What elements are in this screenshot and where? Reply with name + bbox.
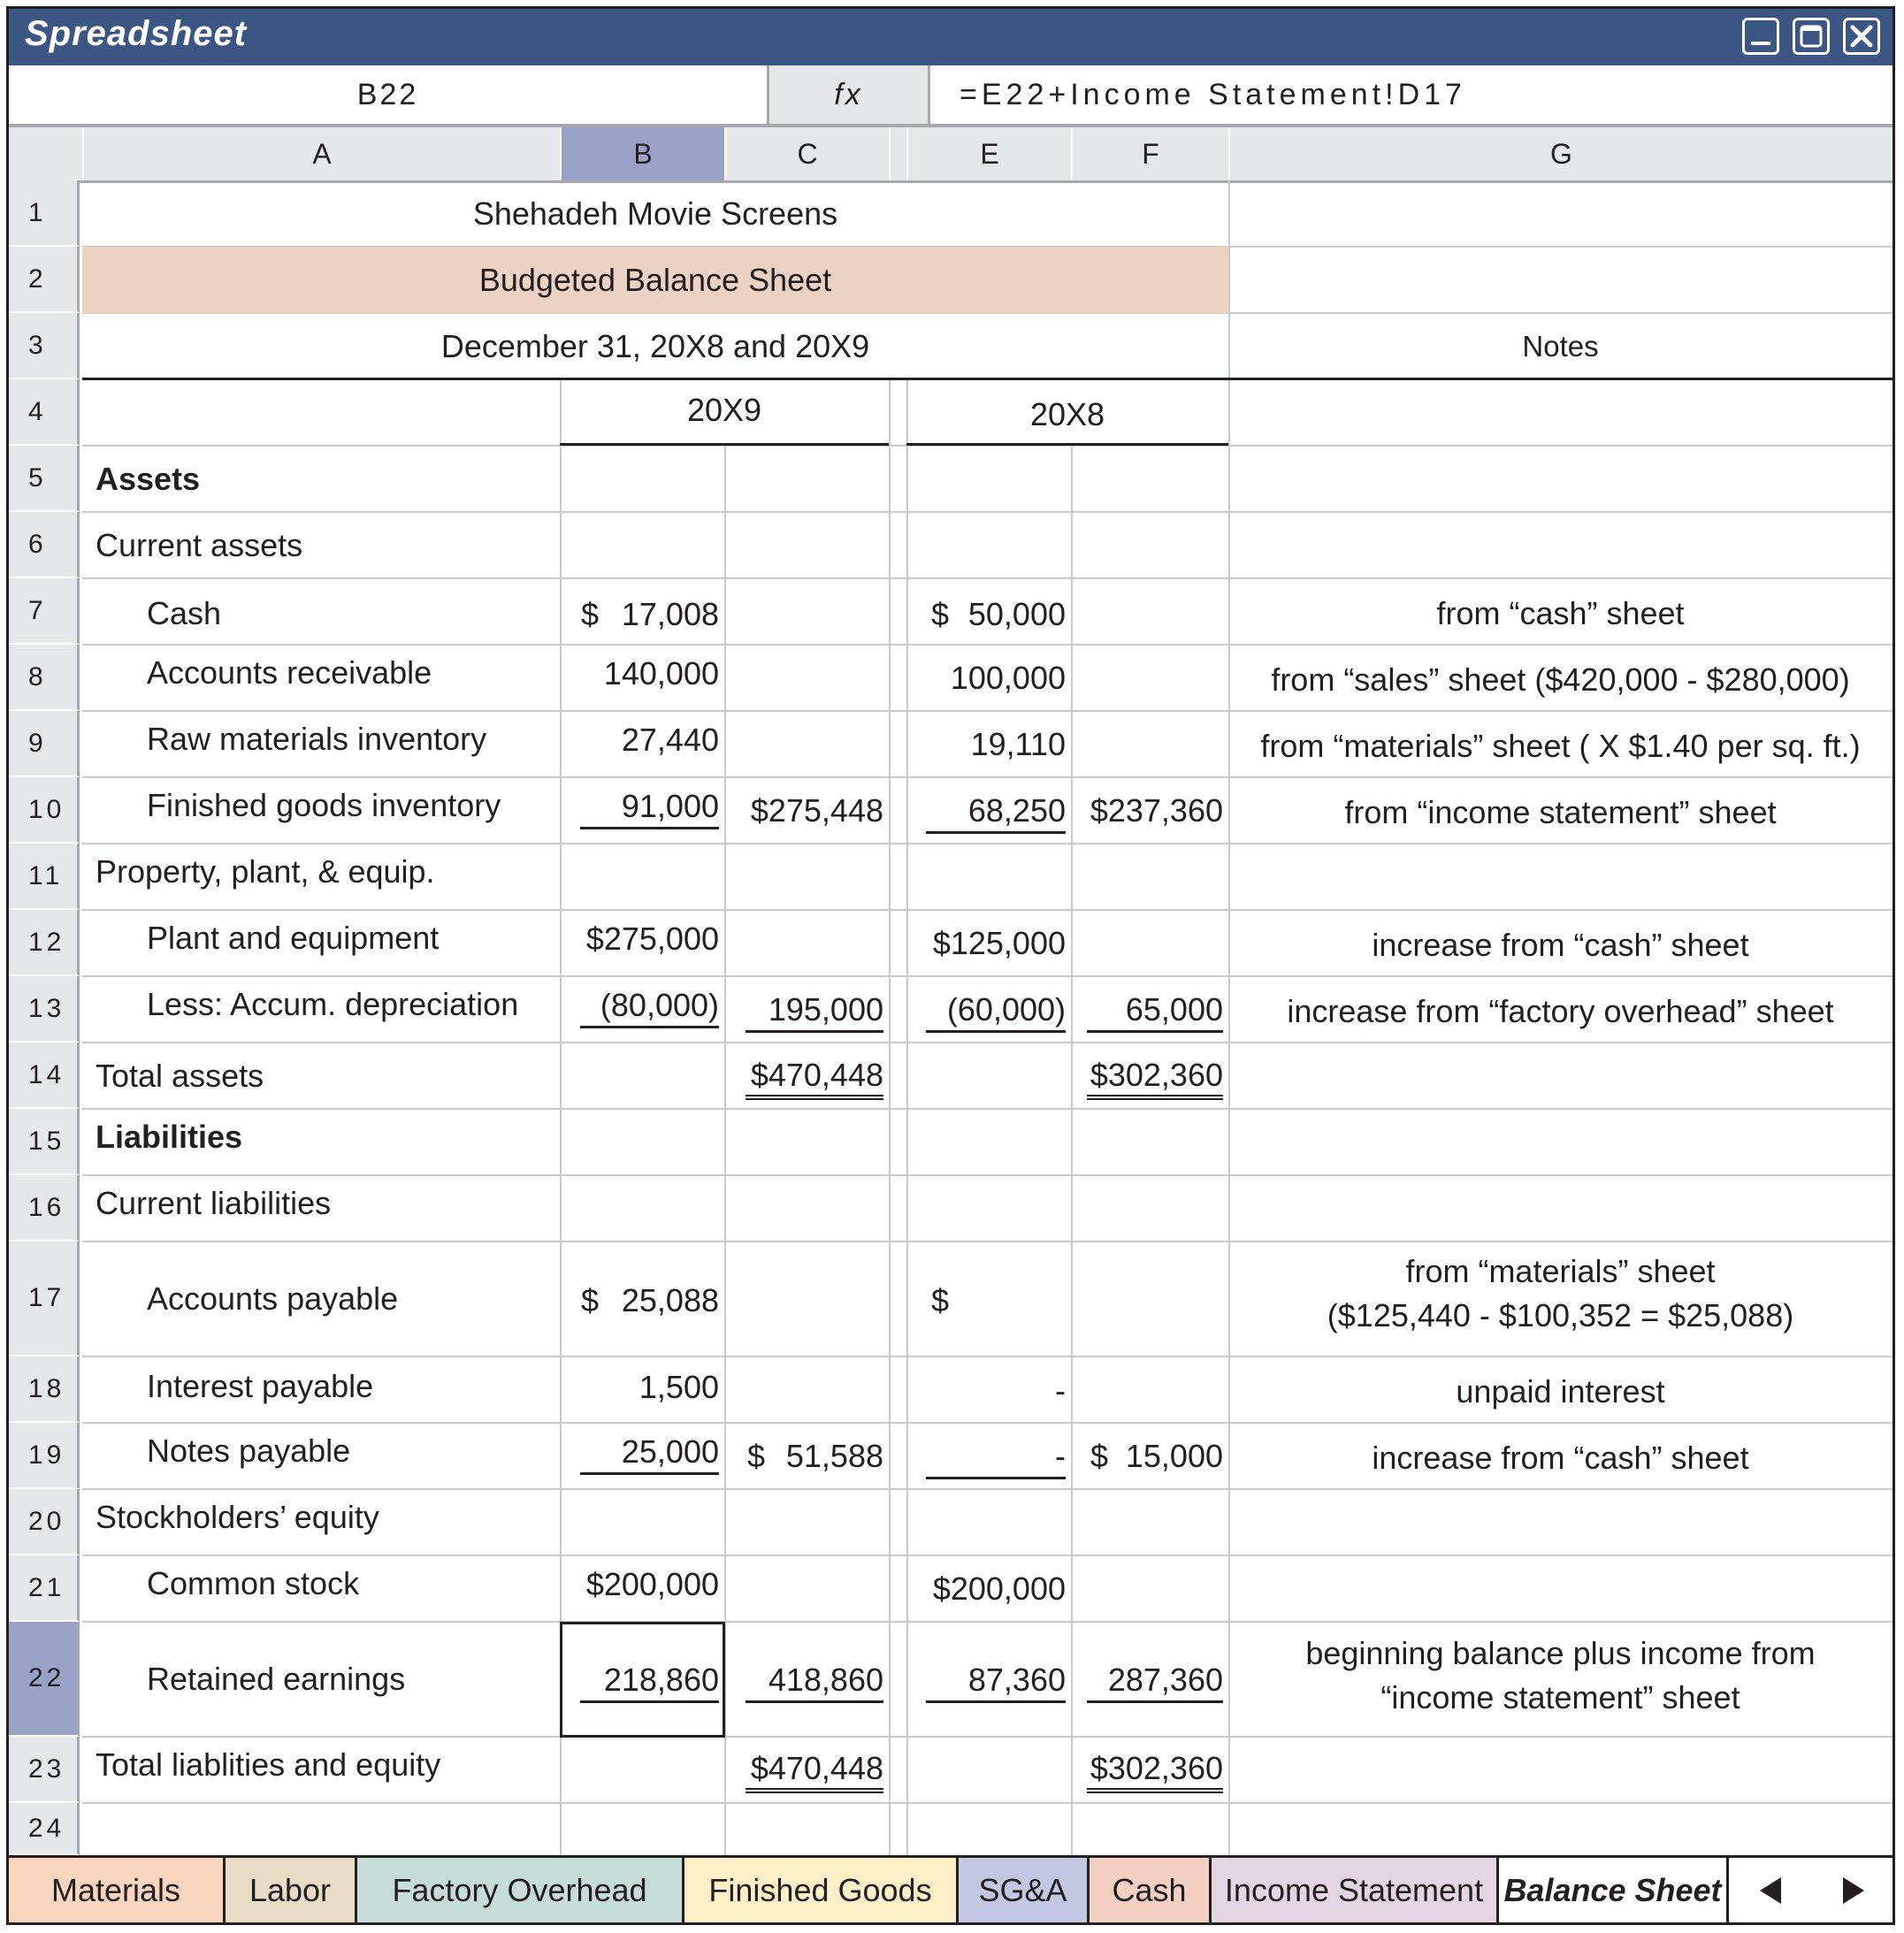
window-title: Spreadsheet [25, 14, 248, 53]
dollar-sign: $ [581, 596, 600, 632]
row-header-15[interactable]: 15 [9, 1109, 80, 1175]
grid-line [889, 379, 891, 1855]
row-header-24[interactable]: 24 [9, 1803, 80, 1855]
cell-b17[interactable]: 25,088 [621, 1282, 719, 1318]
formula-bar [9, 65, 1893, 127]
grid-line [906, 379, 908, 1855]
note-payable-line2[interactable]: ($125,440 - $100,352 = $25,088) [1327, 1297, 1794, 1333]
row-header-19[interactable]: 19 [9, 1423, 80, 1489]
cell-b19[interactable]: 25,000 [580, 1433, 719, 1475]
column-header-a[interactable]: A [82, 127, 560, 180]
column-header-c[interactable]: C [724, 127, 889, 180]
tab-sga[interactable] [959, 1858, 1090, 1922]
tab-income-statement[interactable] [1212, 1858, 1499, 1922]
note-plant[interactable]: increase from “cash” sheet [1372, 927, 1749, 963]
row-header-23[interactable]: 23 [9, 1737, 80, 1803]
cell-c23[interactable]: $470,448 [746, 1750, 883, 1793]
row-label[interactable]: Stockholders’ equity [96, 1499, 379, 1535]
scroll-tabs-right-icon[interactable] [1813, 1858, 1893, 1922]
row-label[interactable]: Total assets [96, 1058, 264, 1094]
grid-line [1071, 446, 1073, 1855]
cell-f23[interactable]: $302,360 [1087, 1750, 1223, 1793]
sheet-tab-bar [9, 1855, 1893, 1925]
cell-f22[interactable]: 287,360 [1087, 1662, 1223, 1703]
cell-f13[interactable]: 65,000 [1087, 991, 1223, 1033]
tab-cash[interactable] [1090, 1858, 1212, 1922]
row-header-3[interactable]: 3 [9, 313, 80, 379]
note-notes-payable[interactable]: increase from “cash” sheet [1372, 1440, 1749, 1476]
statement-date[interactable]: December 31, 20X8 and 20X9 [440, 328, 870, 364]
cell-b7[interactable]: 17,008 [621, 596, 719, 632]
formula-input[interactable]: =E22+Income Statement!D17 [960, 78, 1466, 111]
row-label[interactable]: Raw materials inventory [147, 721, 487, 757]
statement-title[interactable]: Budgeted Balance Sheet [478, 262, 832, 298]
tab-factory-overhead[interactable] [357, 1858, 684, 1922]
cell-f14[interactable]: $302,360 [1087, 1057, 1223, 1100]
cell-b13[interactable]: (80,000) [580, 987, 719, 1028]
cell-c13[interactable]: 195,000 [746, 991, 883, 1033]
spreadsheet-window [6, 6, 1895, 1925]
row-label[interactable]: Liabilities [96, 1119, 243, 1155]
row-header-14[interactable]: 14 [9, 1043, 80, 1109]
note-payable-line1[interactable]: from “materials” sheet [1405, 1253, 1716, 1289]
row-header-21[interactable]: 21 [9, 1555, 80, 1622]
cell-e7[interactable]: 50,000 [967, 596, 1066, 632]
tab-label: SG&A [978, 1872, 1067, 1908]
row-header-10[interactable]: 10 [9, 777, 80, 844]
column-header-d-hidden[interactable] [889, 127, 906, 180]
grid-line [82, 511, 1893, 513]
cell-b10[interactable]: 91,000 [580, 788, 719, 829]
cell-e10[interactable]: 68,250 [926, 792, 1066, 834]
cell-grid[interactable] [82, 180, 1893, 1855]
tab-labor[interactable] [226, 1858, 357, 1922]
note-retained-line2[interactable]: “income statement” sheet [1380, 1679, 1740, 1715]
note-cash[interactable]: from “cash” sheet [1436, 595, 1685, 631]
row-label[interactable]: Current liabilities [96, 1185, 332, 1221]
row-header-13[interactable]: 13 [9, 976, 80, 1043]
note-receivable[interactable]: from “sales” sheet ($420,000 - $280,000) [1271, 661, 1850, 698]
row-label[interactable]: Common stock [147, 1565, 360, 1601]
cell-f10[interactable]: $237,360 [1090, 792, 1223, 829]
year-20x9-header[interactable]: 20X9 [686, 392, 762, 428]
cell-e19[interactable]: - [926, 1438, 1066, 1479]
cell-c10[interactable]: $275,448 [750, 792, 883, 829]
notes-header[interactable]: Notes [1522, 330, 1599, 363]
note-interest[interactable]: unpaid interest [1456, 1373, 1665, 1410]
column-header-g[interactable]: G [1228, 127, 1893, 180]
cell-e13[interactable]: (60,000) [926, 991, 1066, 1033]
cell-b21[interactable]: $200,000 [585, 1566, 719, 1602]
row-header-18[interactable]: 18 [9, 1356, 80, 1423]
row-label[interactable]: Less: Accum. depreciation [147, 986, 519, 1022]
column-headers [9, 127, 1893, 183]
row-header-20[interactable]: 20 [9, 1489, 80, 1555]
cell-b9[interactable]: 27,440 [621, 722, 719, 758]
tab-label: Cash [1112, 1872, 1187, 1908]
dollar-sign: $ [931, 1282, 950, 1318]
cell-reference-box[interactable]: B22 [356, 78, 419, 111]
close-icon[interactable] [1843, 18, 1880, 55]
cell-e8[interactable]: 100,000 [950, 660, 1066, 696]
row-label[interactable]: Cash [147, 595, 222, 631]
cell-e21[interactable]: $200,000 [932, 1570, 1066, 1607]
tab-finished-goods[interactable] [684, 1858, 959, 1922]
tab-label: Finished Goods [708, 1872, 932, 1908]
dollar-sign: $ [931, 596, 950, 632]
tab-label: Materials [50, 1872, 181, 1908]
cell-c14[interactable]: $470,448 [746, 1057, 883, 1100]
row-header-4[interactable]: 4 [9, 379, 80, 446]
row-header-2[interactable]: 2 [9, 247, 80, 313]
cell-b22[interactable]: 218,860 [580, 1662, 719, 1703]
tab-label: Labor [249, 1872, 332, 1908]
row-header-8[interactable]: 8 [9, 645, 80, 711]
row-label[interactable]: Finished goods inventory [147, 787, 501, 823]
row-label[interactable]: Retained earnings [147, 1661, 406, 1697]
row-label[interactable]: Interest payable [147, 1368, 374, 1404]
row-label[interactable]: Total liablities and equity [96, 1746, 441, 1783]
row-label[interactable]: Notes payable [147, 1433, 351, 1469]
column-header-f[interactable]: F [1071, 127, 1228, 180]
grid-line [82, 1174, 1893, 1176]
note-depreciation[interactable]: increase from “factory overhead” sheet [1287, 993, 1834, 1029]
cell-e22[interactable]: 87,360 [926, 1662, 1066, 1703]
cell-c22[interactable]: 418,860 [746, 1662, 883, 1703]
cell-e12[interactable]: $125,000 [932, 925, 1066, 961]
cell-e18[interactable]: - [1055, 1372, 1066, 1409]
row-header-6[interactable]: 6 [9, 512, 80, 578]
note-retained-line1[interactable]: beginning balance plus income from [1305, 1635, 1816, 1671]
title-bar [9, 9, 1893, 65]
row-header-11[interactable]: 11 [9, 844, 80, 910]
fx-icon[interactable]: fx [767, 65, 930, 124]
cell-c19[interactable]: 51,588 [785, 1438, 883, 1474]
tab-label: Balance Sheet [1503, 1872, 1722, 1908]
cell-b12[interactable]: $275,000 [585, 921, 719, 957]
row-header-12[interactable]: 12 [9, 910, 80, 976]
tab-label: Factory Overhead [392, 1872, 647, 1908]
note-raw-materials[interactable]: from “materials” sheet ( X $1.40 per sq. ft.) [1260, 728, 1861, 764]
row-label[interactable]: Current assets [96, 527, 303, 563]
cell-e9[interactable]: 19,110 [970, 726, 1066, 762]
row-header-9[interactable]: 9 [9, 711, 80, 777]
row-label[interactable]: Accounts payable [147, 1280, 399, 1317]
cell-b18[interactable]: 1,500 [638, 1369, 719, 1405]
column-header-b[interactable]: B [560, 127, 724, 180]
cell-f19[interactable]: 15,000 [1125, 1438, 1223, 1474]
note-finished-goods[interactable]: from “income statement” sheet [1344, 794, 1777, 830]
row-header-1[interactable]: 1 [9, 180, 80, 247]
row-header-7[interactable]: 7 [9, 578, 80, 645]
year-20x8-header[interactable]: 20X8 [1029, 396, 1105, 432]
row-label[interactable]: Property, plant, & equip. [96, 853, 435, 890]
scroll-tabs-left-icon[interactable] [1733, 1858, 1813, 1922]
column-header-e[interactable]: E [906, 127, 1071, 180]
tab-materials[interactable] [9, 1858, 226, 1922]
grid-line [82, 1108, 1893, 1110]
dollar-sign: $ [581, 1282, 600, 1318]
row-header-5[interactable]: 5 [9, 446, 80, 512]
dollar-sign: $ [747, 1438, 766, 1474]
row-label[interactable]: Plant and equipment [147, 920, 440, 956]
cell-b8[interactable]: 140,000 [603, 655, 719, 691]
minimize-icon[interactable] [1742, 18, 1779, 55]
row-header-17[interactable]: 17 [9, 1242, 80, 1356]
maximize-icon[interactable] [1793, 18, 1830, 55]
tab-label: Income Statement [1224, 1872, 1484, 1908]
tab-balance-sheet[interactable] [1499, 1858, 1729, 1922]
select-all-corner[interactable] [9, 127, 82, 180]
row-header-22[interactable]: 22 [9, 1622, 80, 1737]
row-label[interactable]: Assets [96, 461, 201, 497]
row-header-16[interactable]: 16 [9, 1175, 80, 1242]
dollar-sign: $ [1090, 1438, 1109, 1474]
company-name[interactable]: Shehadeh Movie Screens [472, 195, 838, 232]
row-label[interactable]: Accounts receivable [147, 654, 432, 691]
